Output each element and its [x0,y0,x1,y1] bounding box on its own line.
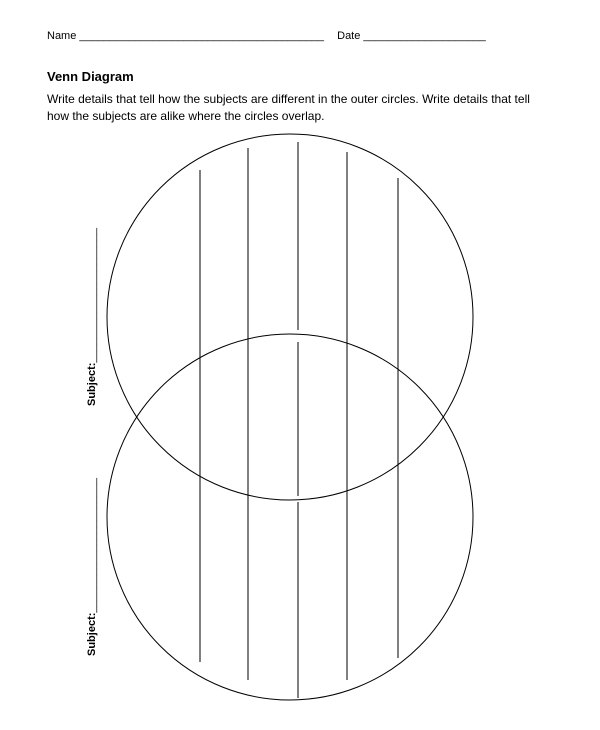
subject-a-label [86,228,98,406]
subject-a-text: Subject: [86,362,98,406]
date-label: Date [337,30,361,42]
top-circle-writing-lines [200,142,398,482]
name-field[interactable]: ________________________________________ [79,30,325,42]
page-title: Venn Diagram [47,69,134,84]
name-label: Name [47,30,77,42]
instructions-line-2: how the subjects are alike where the circles overlap. [47,109,325,123]
instructions-line-1: Write details that tell how the subjects are different in the outer circles. Write details that tell [47,92,530,106]
bottom-circle [107,334,473,700]
subject-a-field[interactable]: ______________________ [86,228,98,363]
subject-b-field[interactable]: ______________________ [86,478,98,613]
top-circle [107,134,473,500]
date-field[interactable]: ____________________ [363,30,486,42]
bottom-circle-writing-lines [200,342,398,698]
subject-b-text: Subject: [86,612,98,656]
subject-b-label [86,478,98,656]
